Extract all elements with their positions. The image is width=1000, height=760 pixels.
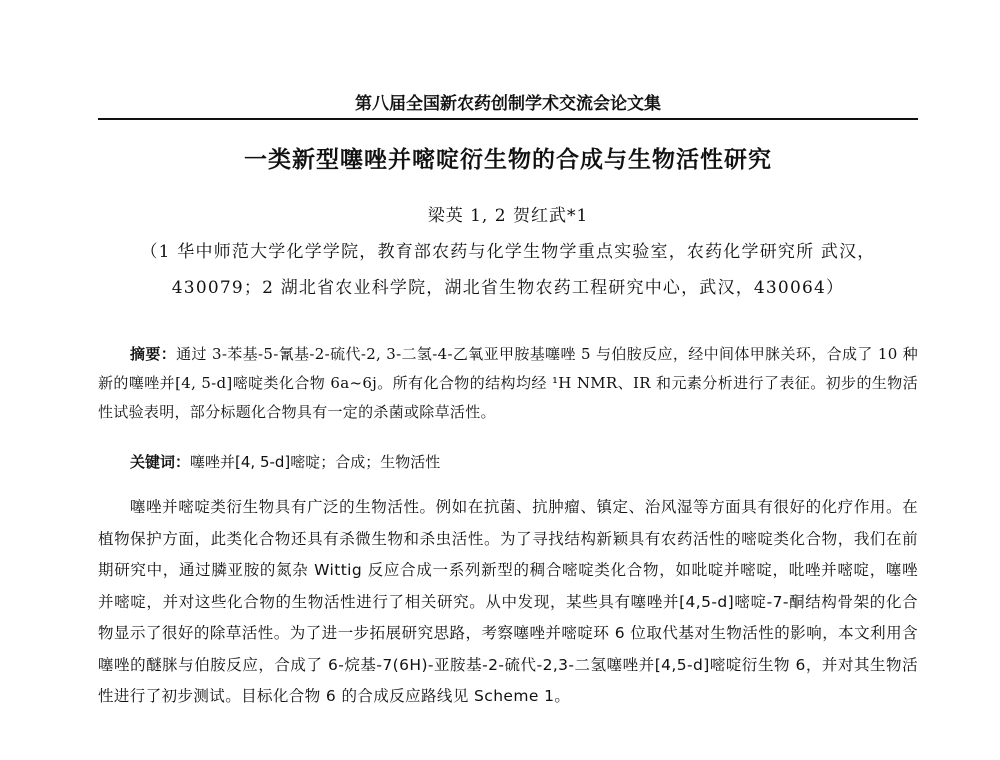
- running-header: 第八届全国新农药创制学术交流会论文集: [355, 94, 661, 114]
- paper-affiliation: （1 华中师范大学化学学院，教育部农药与化学生物学重点实验室，农药化学研究所 武汉，430079；2 湖北省农业科学院，湖北省生物农药工程研究中心，武汉，430064）: [140, 242, 876, 298]
- keywords: [130, 448, 918, 477]
- abstract-label: 摘要：: [130, 345, 177, 363]
- abstract: [98, 340, 918, 427]
- keywords-text: 噻唑并[4, 5-d]嘧啶；合成；生物活性: [190, 453, 441, 471]
- paper-title: 一类新型噻唑并嘧啶衍生物的合成与生物活性研究: [244, 147, 772, 173]
- header-rule: [98, 118, 918, 120]
- keywords-label: 关键词：: [130, 453, 191, 471]
- abstract-text: 通过 3-苯基-5-氰基-2-硫代-2, 3-二氢-4-乙氧亚甲胺基噻唑 5 与伯胺反应，经中间体甲脒关环，合成了 10 种新的噻唑并[4, 5-d]嘧啶类化合物 6a~6j。所有化合物的结构均经 ¹H NMR、IR 和元素分析进行了表征。初步的生物活性试验表明，部分标题化合物具有一定的杀菌或除草活性。: [98, 345, 918, 421]
- body-paragraph: 噻唑并嘧啶类衍生物具有广泛的生物活性。例如在抗菌、抗肿瘤、镇定、治风湿等方面具有很好的化疗作用。在植物保护方面，此类化合物还具有杀微生物和杀虫活性。为了寻找结构新颖具有农药活性的嘧啶类化合物，我们在前期研究中，通过膦亚胺的氮杂 Wittig 反应合成一系列新型的稠合嘧啶类化合物，如吡啶并嘧啶，吡唑并嘧啶，噻唑并嘧啶，并对这些化合物的生物活性进行了相关研究。从中发现，某些具有噻唑并[4,5-d]嘧啶-7-酮结构骨架的化合物显示了很好的除草活性。为了进一步拓展研究思路，考察噻唑并嘧啶环 6 位取代基对生物活性的影响，本文利用含噻唑的醚脒与伯胺反应，合成了 6-烷基-7(6H)-亚胺基-2-硫代-2,3-二氢噻唑并[4,5-d]嘧啶衍生物 6，并对其生物活性进行了初步测试。目标化合物 6 的合成反应路线见 Scheme 1。: [98, 498, 918, 705]
- paper-authors: 梁英 1, 2 贺红武*1: [427, 206, 589, 226]
